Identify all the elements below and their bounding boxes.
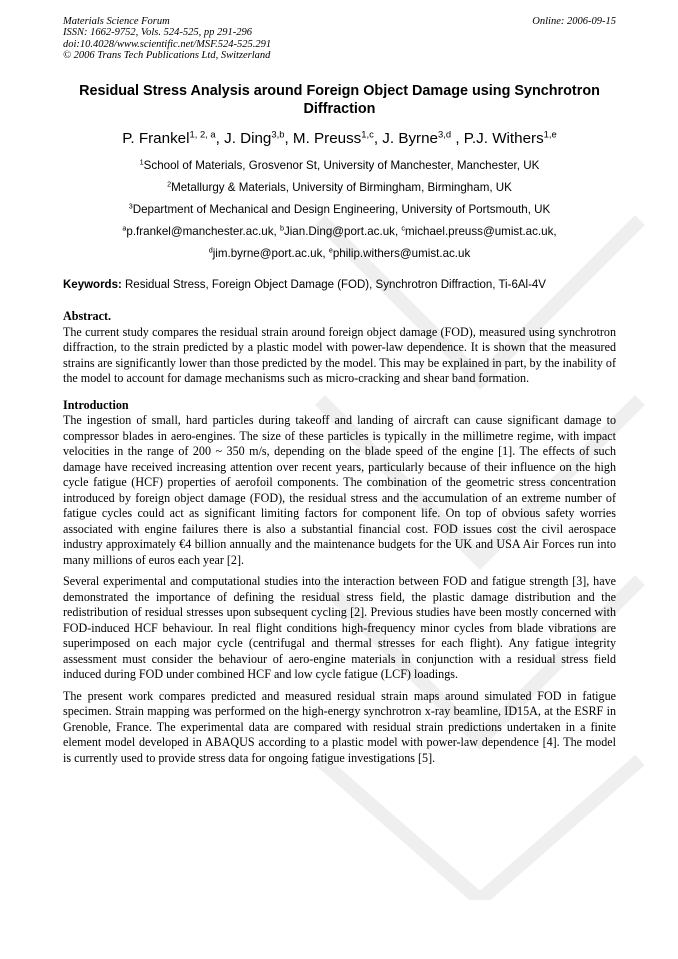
keywords-text: Residual Stress, Foreign Object Damage (FOD), Synchrotron Diffraction, Ti-6Al-4V bbox=[121, 279, 546, 291]
affiliation: $^1$School of Materials, Grosvenor St, University of Manchester, Manchester, UK bbox=[139, 157, 540, 172]
affiliation: $^2$Metallurgy & Materials, University of Birmingham, Birmingham, UK bbox=[167, 179, 512, 195]
email-link[interactable]: michael.preuss@umist.ac.uk, bbox=[405, 225, 557, 239]
header-doi: doi:10.4028/www.scientific.net/MSF.524-525.291 bbox=[63, 38, 272, 50]
intro-paragraph: The present work compares predicted and measured residual strain maps around simulated FOD in fatigue specimen. Strain mapping was performed on the high-energy synchrotron x-ray beamline, ID15A, at the ESRF in Grenoble, France. The experimental data are compared with residual strain predictions undertaken in a finite element model developed in ABAQUS according to a plastic model with power-law dependence [4]. The model is currently used to provide stress data for ongoing fatigue investigations [5]. bbox=[63, 688, 616, 765]
author: J. Byrne$^{3,d}$ , bbox=[382, 128, 464, 147]
header-copyright: © 2006 Trans Tech Publications Ltd, Switzerland bbox=[63, 50, 271, 62]
header-online-date: Online: 2006-09-15 bbox=[532, 16, 616, 27]
abstract-heading: Abstract. bbox=[63, 309, 112, 323]
header-journal-name: Materials Science Forum bbox=[63, 16, 170, 27]
email-link[interactable]: philip.withers@umist.ac.uk bbox=[332, 247, 471, 261]
journal-header bbox=[63, 16, 616, 62]
author: P. Frankel$^{1, 2, a}$, bbox=[122, 128, 225, 147]
keywords bbox=[63, 278, 616, 293]
header-issn: ISSN: 1662-9752, Vols. 524-525, pp 291-296 bbox=[63, 27, 252, 39]
paper-title: Residual Stress Analysis around Foreign Object Damage using Synchrotron Diffraction bbox=[79, 83, 600, 117]
author-list bbox=[63, 129, 616, 149]
abstract-text: The current study compares the residual strain around foreign object damage (FOD), measured using synchrotron diffraction, to the strain predicted by a plastic model with power-law dependence. It is shown that the measured strains are significantly lower than those predicted by the model. This may be explained in part, by the inability of the model to account for damage mechanisms such as micro-cracking and shear band formation. bbox=[63, 324, 616, 385]
email-link[interactable]: Jian.Ding@port.ac.uk, bbox=[283, 225, 402, 239]
email-link[interactable]: p.frankel@manchester.ac.uk, bbox=[126, 225, 280, 239]
email-line: $^d$jim.byrne@port.ac.uk, $^e$philip.withers@umist.ac.uk bbox=[208, 246, 471, 261]
introduction-heading: Introduction bbox=[63, 397, 129, 412]
paper-body bbox=[63, 309, 616, 766]
email-link[interactable]: jim.byrne@port.ac.uk, bbox=[212, 247, 329, 261]
keywords-label: Keywords: bbox=[63, 279, 122, 291]
email-line: $^a$p.frankel@manchester.ac.uk, $^b$Jian.Ding@port.ac.uk, $^c$michael.preuss@umist.ac.uk, bbox=[122, 223, 557, 239]
affiliation: $^3$Department of Mechanical and Design Engineering, University of Portsmouth, UK bbox=[128, 201, 551, 217]
affiliations bbox=[63, 155, 616, 265]
author: P.J. Withers$^{1,e}$ bbox=[463, 128, 557, 147]
author: J. Ding$^{3,b}$, bbox=[224, 128, 293, 147]
author: M. Preuss$^{1,c}$, bbox=[292, 128, 383, 147]
intro-paragraph: Several experimental and computational studies into the interaction between FOD and fatigue strength [3], have demonstrated the importance of defining the residual stress field, the plastic damage distribution and the redistribution of residual stresses upon subsequent cycling [2]. Previous studies have been mostly concerned with FOD-induced HCF behaviour. In real flight conditions high-frequency minor cycles from blade vibrations are superimposed on each major cycle (centrifugal and thermal stresses for each flight). Any fatigue integrity assessment must consider the behaviour of aero-engine materials in conjunction with a residual stress field induced during FOD under combined HCF and low cycle fatigue (LCF) loadings. bbox=[63, 574, 616, 681]
intro-paragraph: The ingestion of small, hard particles during takeoff and landing of aircraft can cause significant damage to compressor blades in aero-engines. The size of these particles is typically in the millimetre regime, with impact velocities in the range of 200 ~ 350 m/s, depending on the blade speed of the engine [1]. The effects of such damage have received increasing attention over recent years, particularly because of their influence on the high cycle fatigue (HCF) properties of aerofoil components. The combination of the geometric stress concentration introduced by foreign object damage (FOD), the residual stress and the accumulation of an extreme number of fatigue cycles could act as significant limiting factors for component life. On top of obvious safety worries associated with engine failures there is also a substantial financial cost. FOD issues cost the civil aerospace industry approximately €4 billion annually and the maintenance budgets for the UK and USA Air Forces run into many millions of euros each year [2]. bbox=[63, 413, 616, 567]
